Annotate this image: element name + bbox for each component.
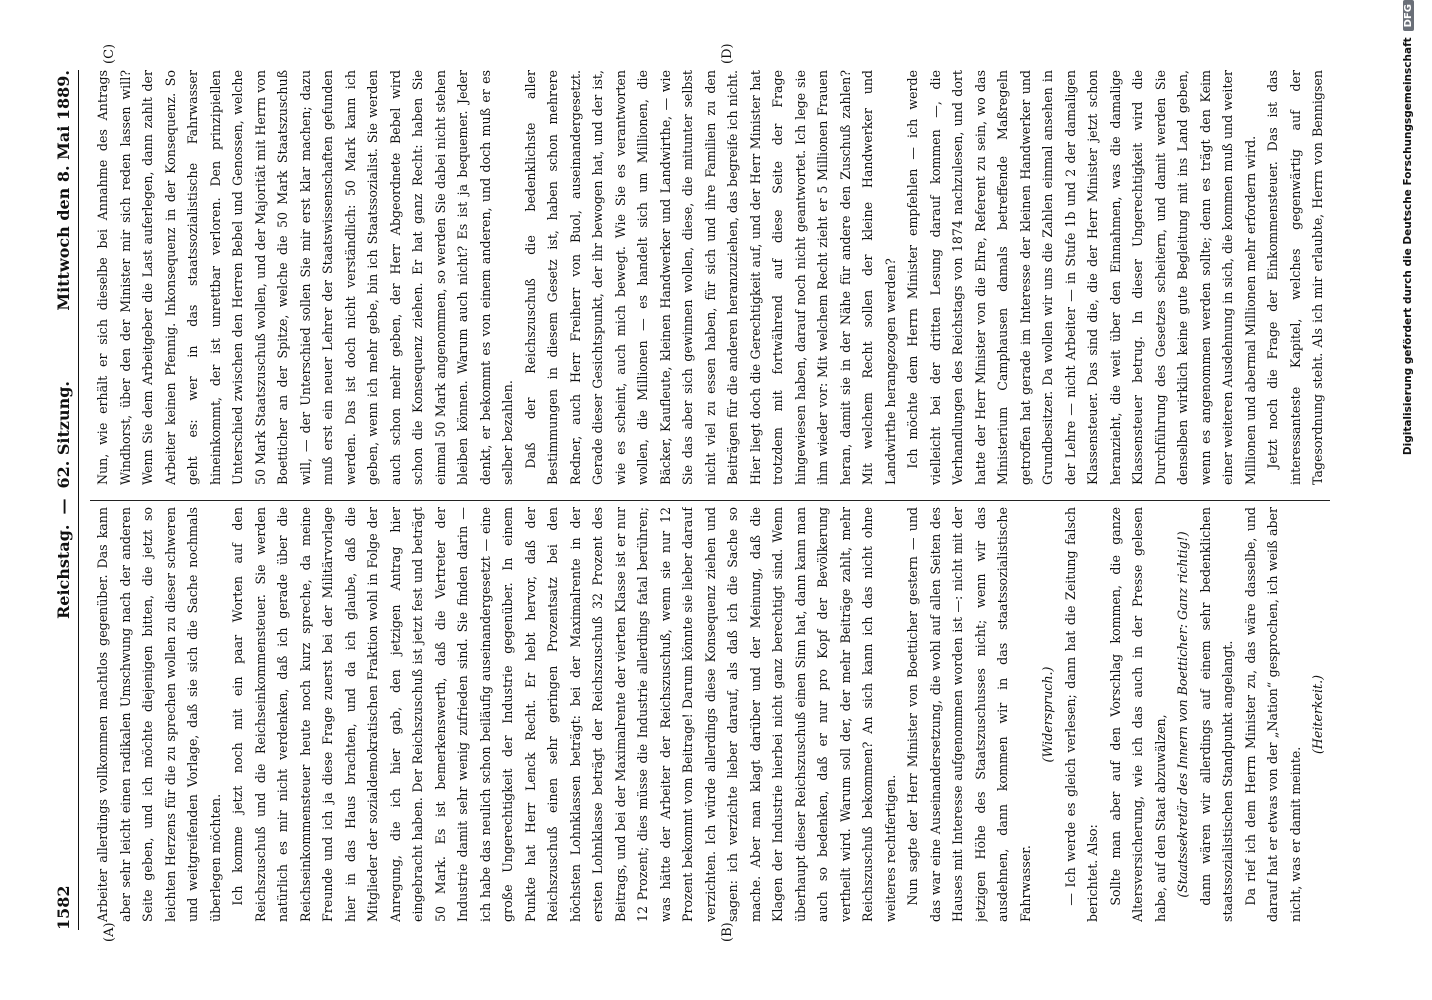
paragraph	[1330, 507, 1333, 922]
page-header	[48, 70, 79, 930]
paragraph: Arbeiter allerdings vollkommen machtlos gegenüber. Das kann aber sehr leicht einen radikalen Umschwung nach der anderen Seite geben, und ich möchte diejenigen bitten, die jetzt so leichten Herzens für die zu sprechen wollen zu dieser schweren und weitgreifenden Vorlage, daß sie sich die Sache nochmals überlegen möchten.	[95, 507, 223, 922]
paragraph: — Ich werde es gleich verlesen; dann hat die Zeitung falsch berichtet. Also:	[1062, 507, 1100, 922]
paragraph: Ich möchte dem Herrn Minister empfehlen — ich werde vielleicht bei der dritten Lesung darauf kommen —, die Verhandlungen des Reichstags von 1874 nachzulesen, und dort hatte der Herr Minister von die Ehre, Referent zu sein, wo das Ministerium Camphausen damals betreffende Maßregeln getroffen hat gerade im Interesse der kleinen Handwerker und Grundbesitzer. Da wollen wir uns die Zahlen einmal ansehen in der Lehre — nicht Arbeiter — in Stufe 1b und 2 der damaligen Klassensteuer. Das sind die, die der Herr Minister jetzt schon heranzieht, die weit über den Einnahmen, was die damalige Klassensteuer betrug. In dieser Ungerechtigkeit wird die Durchführung des Gesetzes scheitern, und damit werden Sie denselben wirklich keine gute Begleitung mit ins Land geben, wenn es angenommen werden sollte; denn es trägt den Keim einer weiteren Ausdehnung in sich, die kommen muß und weiter Millionen und abermal Millionen mehr erfordern wird.	[905, 70, 1258, 485]
interjection: (Staatssekretär des Innern von Boetticher: Ganz richtig!)	[1175, 531, 1190, 898]
paragraph: Nun sagte der Herr Minister von Boetticher gestern — und das war eine Auseinandersetzung, die wohl auf allen Seiten des Hauses mit Interesse aufgenommen worden ist —: nicht mit der jetzigen Höhe des Staatszuschusses nicht; wenn wir das ausdehnen, dann kommen wir in das staatssozialistische Fahrwasser.	[905, 507, 1033, 922]
interjection: (Heiterkeit.)	[1310, 675, 1325, 754]
paragraph: Da rief ich dem Herrn Minister zu, das wäre dasselbe, und darauf hat er etwas von der „Nation“ gesprochen, ich weiß aber nicht, was er damit meinte.	[1242, 507, 1303, 922]
paragraph: Jetzt noch die Frage der Einkommensteuer. Das ist das interessanteste Kapitel, welches gegenwärtig auf der Tagesordnung steht. Als ich mir erlaubte, Herrn von Bennigsen	[1265, 70, 1325, 485]
margin-marker-b: (B)	[720, 922, 735, 942]
header-title-line: Reichstag.—62. Sitzung.	[54, 381, 73, 619]
header-session: 62. Sitzung.	[54, 381, 73, 489]
page-number: 1582	[54, 885, 73, 930]
quotation: dann wären wir allerdings auf einem sehr bedenklichen staatssozialistischen Standpunkt angelangt.	[1197, 507, 1235, 922]
quotation: Sollte man aber auf den Vorschlag kommen, die ganze Altersversicherung, wie ich das auch in der Presse gelesen habe, auf den Staat abzuwälzen,	[1107, 507, 1168, 922]
interjection: (Widerspruch.)	[1040, 666, 1055, 763]
right-column	[92, 70, 1332, 485]
dfg-logo: DFG	[1403, 0, 1414, 31]
margin-marker-c: (C)	[102, 43, 117, 64]
digitization-credit	[1402, 0, 1420, 1000]
left-column	[92, 507, 1332, 922]
credit-text: Digitalisierung gefördert durch die Deutsche Forschungsgemeinschaft	[1402, 37, 1414, 456]
margin-marker-d: (D)	[720, 43, 735, 64]
column-divider	[90, 500, 1330, 501]
header-title: Reichstag.	[54, 524, 73, 619]
header-date: Mittwoch den 8. Mai 1889.	[54, 70, 73, 311]
margin-marker-a: (A)	[102, 922, 117, 942]
paragraph: Nun, wie erhält er sich dieselbe bei Annahme des Antrags Windhorst, über den der Minister mir sich reden lassen will? Wenn Sie dem Arbeitgeber die Last auferlegen, dann zahlt der Arbeiter keinen Pfennig. Inkonsequenz in der Konsequenz. So geht es: wer in das staatssozialistische Fahrwasser hineinkommt, der ist unrettbar verloren. Den prinzipiellen Unterschied zwischen den Herren Bebel und Genossen, welche 50 Mark Staatszuschuß wollen, und der Majorität mit Herrn von Boetticher an der Spitze, welche die 50 Mark Staatszuschuß will, — der Unterschied sollen Sie mir erst klar machen; dazu muß erst ein neuer Lehrer der Staatswissenschaften gefunden werden. Das ist doch nicht verständlich: 50 Mark kann ich geben, wenn ich mehr gebe, bin ich Staatssozialist. Sie werden auch schon mehr geben, der Herr Abgeordnete Bebel wird schon die Konsequenz ziehen. Er hat ganz Recht: haben Sie einmal 50 Mark angenommen, so werden Sie dabei nicht stehen bleiben können. Warum auch nicht? Es ist ja bequemer. Jeder denkt, er bekommt es von einem anderen, und doch muß er es selber bezahlen.	[95, 70, 515, 485]
paragraph: Daß der Reichszuschuß die bedenklichste aller Bestimmungen in diesem Gesetz ist, haben schon mehrere Redner, auch Herr Freiherr von Buol, auseinandergesetzt. Gerade dieser Gesichtspunkt, der ihr bewogen hat, und der ist, wie es scheint, auch mich bewegt. Wie Sie es verantworten wollen, die Millionen — es handelt sich um Millionen, die Bäcker, Kaufleute, kleinen Handwerker und Landwirthe, — wie Sie das aber sich gewinnen wollen, diese, die mitunter selbst nicht viel zu essen haben, für sich und ihre Familien zu den Beiträgen für die anderen heranzuziehen, das begreife ich nicht. Hier liegt doch die Gerechtigkeit auf, und der Herr Minister hat trotzdem mit fortwährend auf diese Seite der Frage hingewiesen haben, darauf noch nicht geantwortet. Ich lege sie ihm wieder vor: Mit welchem Recht zieht er 5 Millionen Frauen heran, damit sie in der Nähe für andere den Zuschuß zahlen? Mit welchem Recht sollen der kleine Handwerker und Landwirthe herangezogen werden?	[522, 70, 898, 485]
paragraph: Ich komme jetzt noch mit ein paar Worten auf den Reichszuschuß und die Reichseinkommensteuer. Sie werden natürlich es mir nicht verdenken, daß ich gerade über die Reichseinkommensteuer heute noch kurz spreche, da meine Freunde und ich ja diese Frage zuerst bei der Militärvorlage hier in das Haus brachten, und da ich glaube, daß die Mitglieder der sozialdemokratischen Fraktion wohl in Folge der Anregung, die ich hier gab, den jetzigen Antrag hier eingebracht haben. Der Reichszuschuß ist jetzt fest und beträgt 50 Mark. Es ist bemerkenswerth, daß die Vertreter der Industrie damit sehr wenig zufrieden sind. Sie finden darin — ich habe das neulich schon beiläufig auseinandergesetzt — eine große Ungerechtigkeit der Industrie gegenüber. In einem Punkte hat Herr Lenck Recht. Er hebt hervor, daß der Reichszuschuß einen sehr geringen Prozentsatz bei den höchsten Lohnklassen beträgt: bei der Maximalrente in der ersten Lohnklasse beträgt der Reichszuschuß 32 Prozent des Beitrags, und bei der Maximalrente der vierten Klasse ist er nur 12 Prozent; dies müsse die Industrie allerdings fatal berühren; was hätte der Arbeiter der Reichszuschuß, wenn sie nur 12 Prozent bekommt vom Beitrage! Darum könnte sie lieber darauf verzichten. Ich würde allerdings diese Konsequenz ziehen und sagen: ich verzichte lieber darauf, als daß ich die Sache so mache. Aber man klagt darüber und der Meinung, daß die Klagen der Industrie hierbei nicht ganz berechtigt sind. Wenn überhaupt dieser Reichszuschuß einen Sinn hat, dann kann man auch so bedenken, daß er nur pro Kopf der Bevölkerung vertheilt wird. Warum soll der, der mehr Beiträge zahlt, mehr Reichszuschuß bekommen? An sich kann ich das nicht ohne weiteres rechtfertigen.	[230, 507, 898, 922]
